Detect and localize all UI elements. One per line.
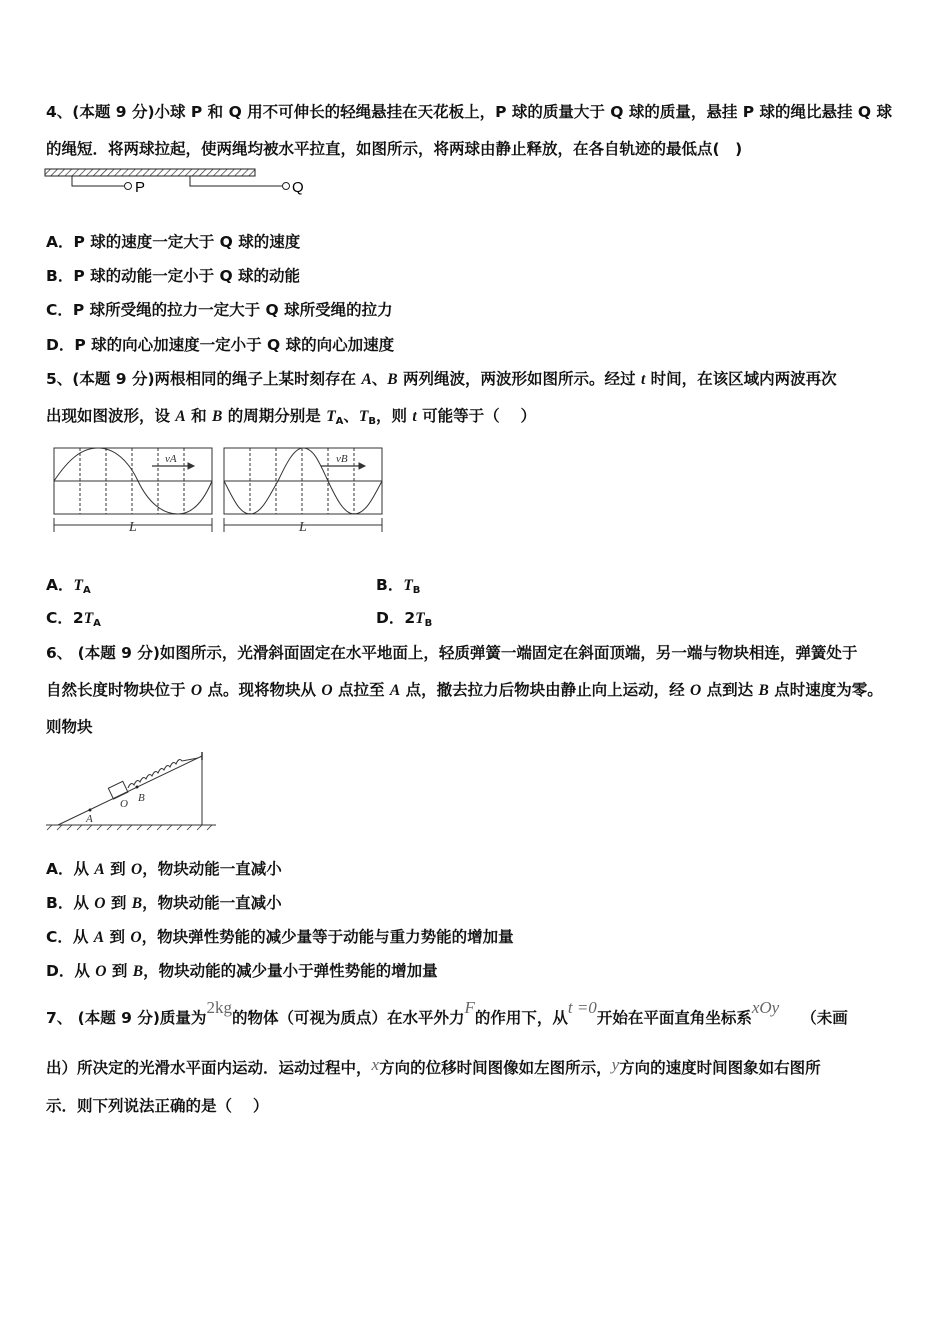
wave-b-velocity-label: vB [336, 453, 348, 465]
q5-option-d[interactable]: D．$2T_B$ [376, 609, 433, 629]
q4-option-d[interactable]: D．P 球的向心加速度一定小于 Q 球的向心加速度 [46, 336, 395, 354]
q5-option-b[interactable]: B．$T_B$ [376, 576, 421, 596]
q6-stem-line1: 6、 (本题 9 分)如图所示，光滑斜面固定在水平地面上，轻质弹簧一端固定在斜面顶端，另一端与物块相连，弹簧处于 [46, 644, 858, 662]
label-q: Q [292, 179, 304, 196]
incline-surface [58, 756, 202, 825]
point-a-dot [89, 809, 92, 812]
string-q [190, 176, 282, 186]
coord-formula: xOy [751, 998, 780, 1017]
q6-option-b[interactable]: B．从 O 到 B，物块动能一直减小 [46, 894, 282, 912]
q4-option-c[interactable]: C．P 球所受绳的拉力一定大于 Q 球所受绳的拉力 [46, 301, 393, 319]
ground-hatch [47, 825, 212, 830]
q5-wave-figure [48, 444, 388, 536]
ball-p [125, 183, 132, 190]
q5-option-c[interactable]: C．$2T_A$ [46, 609, 101, 629]
q4-option-b[interactable]: B．P 球的动能一定小于 Q 球的动能 [46, 267, 301, 285]
ball-q [283, 183, 290, 190]
q6-option-c[interactable]: C．从 A 到 O，物块弹性势能的减少量等于动能与重力势能的增加量 [46, 928, 514, 946]
ceiling [45, 169, 255, 176]
q6-stem-line3: 则物块 [46, 718, 93, 736]
time-formula: t =0 [567, 998, 597, 1017]
q4-stem-line2: 的绳短．将两球拉起，使两绳均被水平拉直，如图所示，将两球由静止释放，在各自轨迹的最低点( ) [46, 140, 743, 158]
q6-incline-figure [44, 744, 219, 832]
q7-stem-line3: 示．则下列说法正确的是（ ） [46, 1097, 269, 1115]
wave-a-length-label: L [129, 520, 137, 535]
q6-stem-line2: 自然长度时物块位于 O 点。现将物块从 O 点拉至 A 点，撤去拉力后物块由静止向上运动，经 O 点到达 B 点时速度为零。 [46, 681, 883, 699]
label-p: P [135, 179, 146, 196]
label-o: O [120, 798, 128, 810]
q4-pendulum-figure [44, 168, 314, 198]
q6-option-d[interactable]: D．从 O 到 B，物块动能的减少量小于弹性势能的增加量 [46, 962, 438, 980]
block [108, 781, 128, 799]
wave-b-length-label: L [299, 520, 307, 535]
wave-a-velocity-label: vA [165, 453, 177, 465]
q4-option-a[interactable]: A．P 球的速度一定大于 Q 球的速度 [46, 233, 301, 251]
q5-option-a[interactable]: A．$T_A$ [46, 576, 91, 596]
q5-stem-line2: 出现如图波形，设 A 和 B 的周期分别是 $T_A$、$T_B$，则 t 可能等于（ ） [46, 407, 537, 427]
q7-stem-line2: 出）所决定的光滑水平面内运动．运动过程中，x方向的位移时间图像如左图所示，y方向的速度时间图象如右图所 [46, 1055, 821, 1077]
x-var: x [371, 1055, 380, 1074]
y-var: y [611, 1055, 620, 1074]
mass-formula: 2kg [206, 998, 232, 1017]
string-p [72, 176, 124, 186]
q4-stem-line1: 4、(本题 9 分)小球 P 和 Q 用不可伸长的轻绳悬挂在天花板上，P 球的质量大于 Q 球的质量，悬挂 P 球的绳比悬挂 Q 球 [46, 103, 893, 121]
force-formula: F [464, 998, 475, 1017]
label-a: A [86, 813, 93, 825]
label-b: B [138, 792, 145, 804]
point-b-dot [136, 786, 139, 789]
q5-stem-line1: 5、(本题 9 分)两根相同的绳子上某时刻存在 A、B 两列绳波，两波形如图所示。经过 t 时间，在该区域内两波再次 [46, 370, 837, 388]
q7-stem-line1: 7、 (本题 9 分)质量为2kg的物体（可视为质点）在水平外力F的作用下，从t =0开始在平面直角坐标系xOy（未画 [46, 998, 848, 1027]
q6-option-a[interactable]: A．从 A 到 O，物块动能一直减小 [46, 860, 282, 878]
